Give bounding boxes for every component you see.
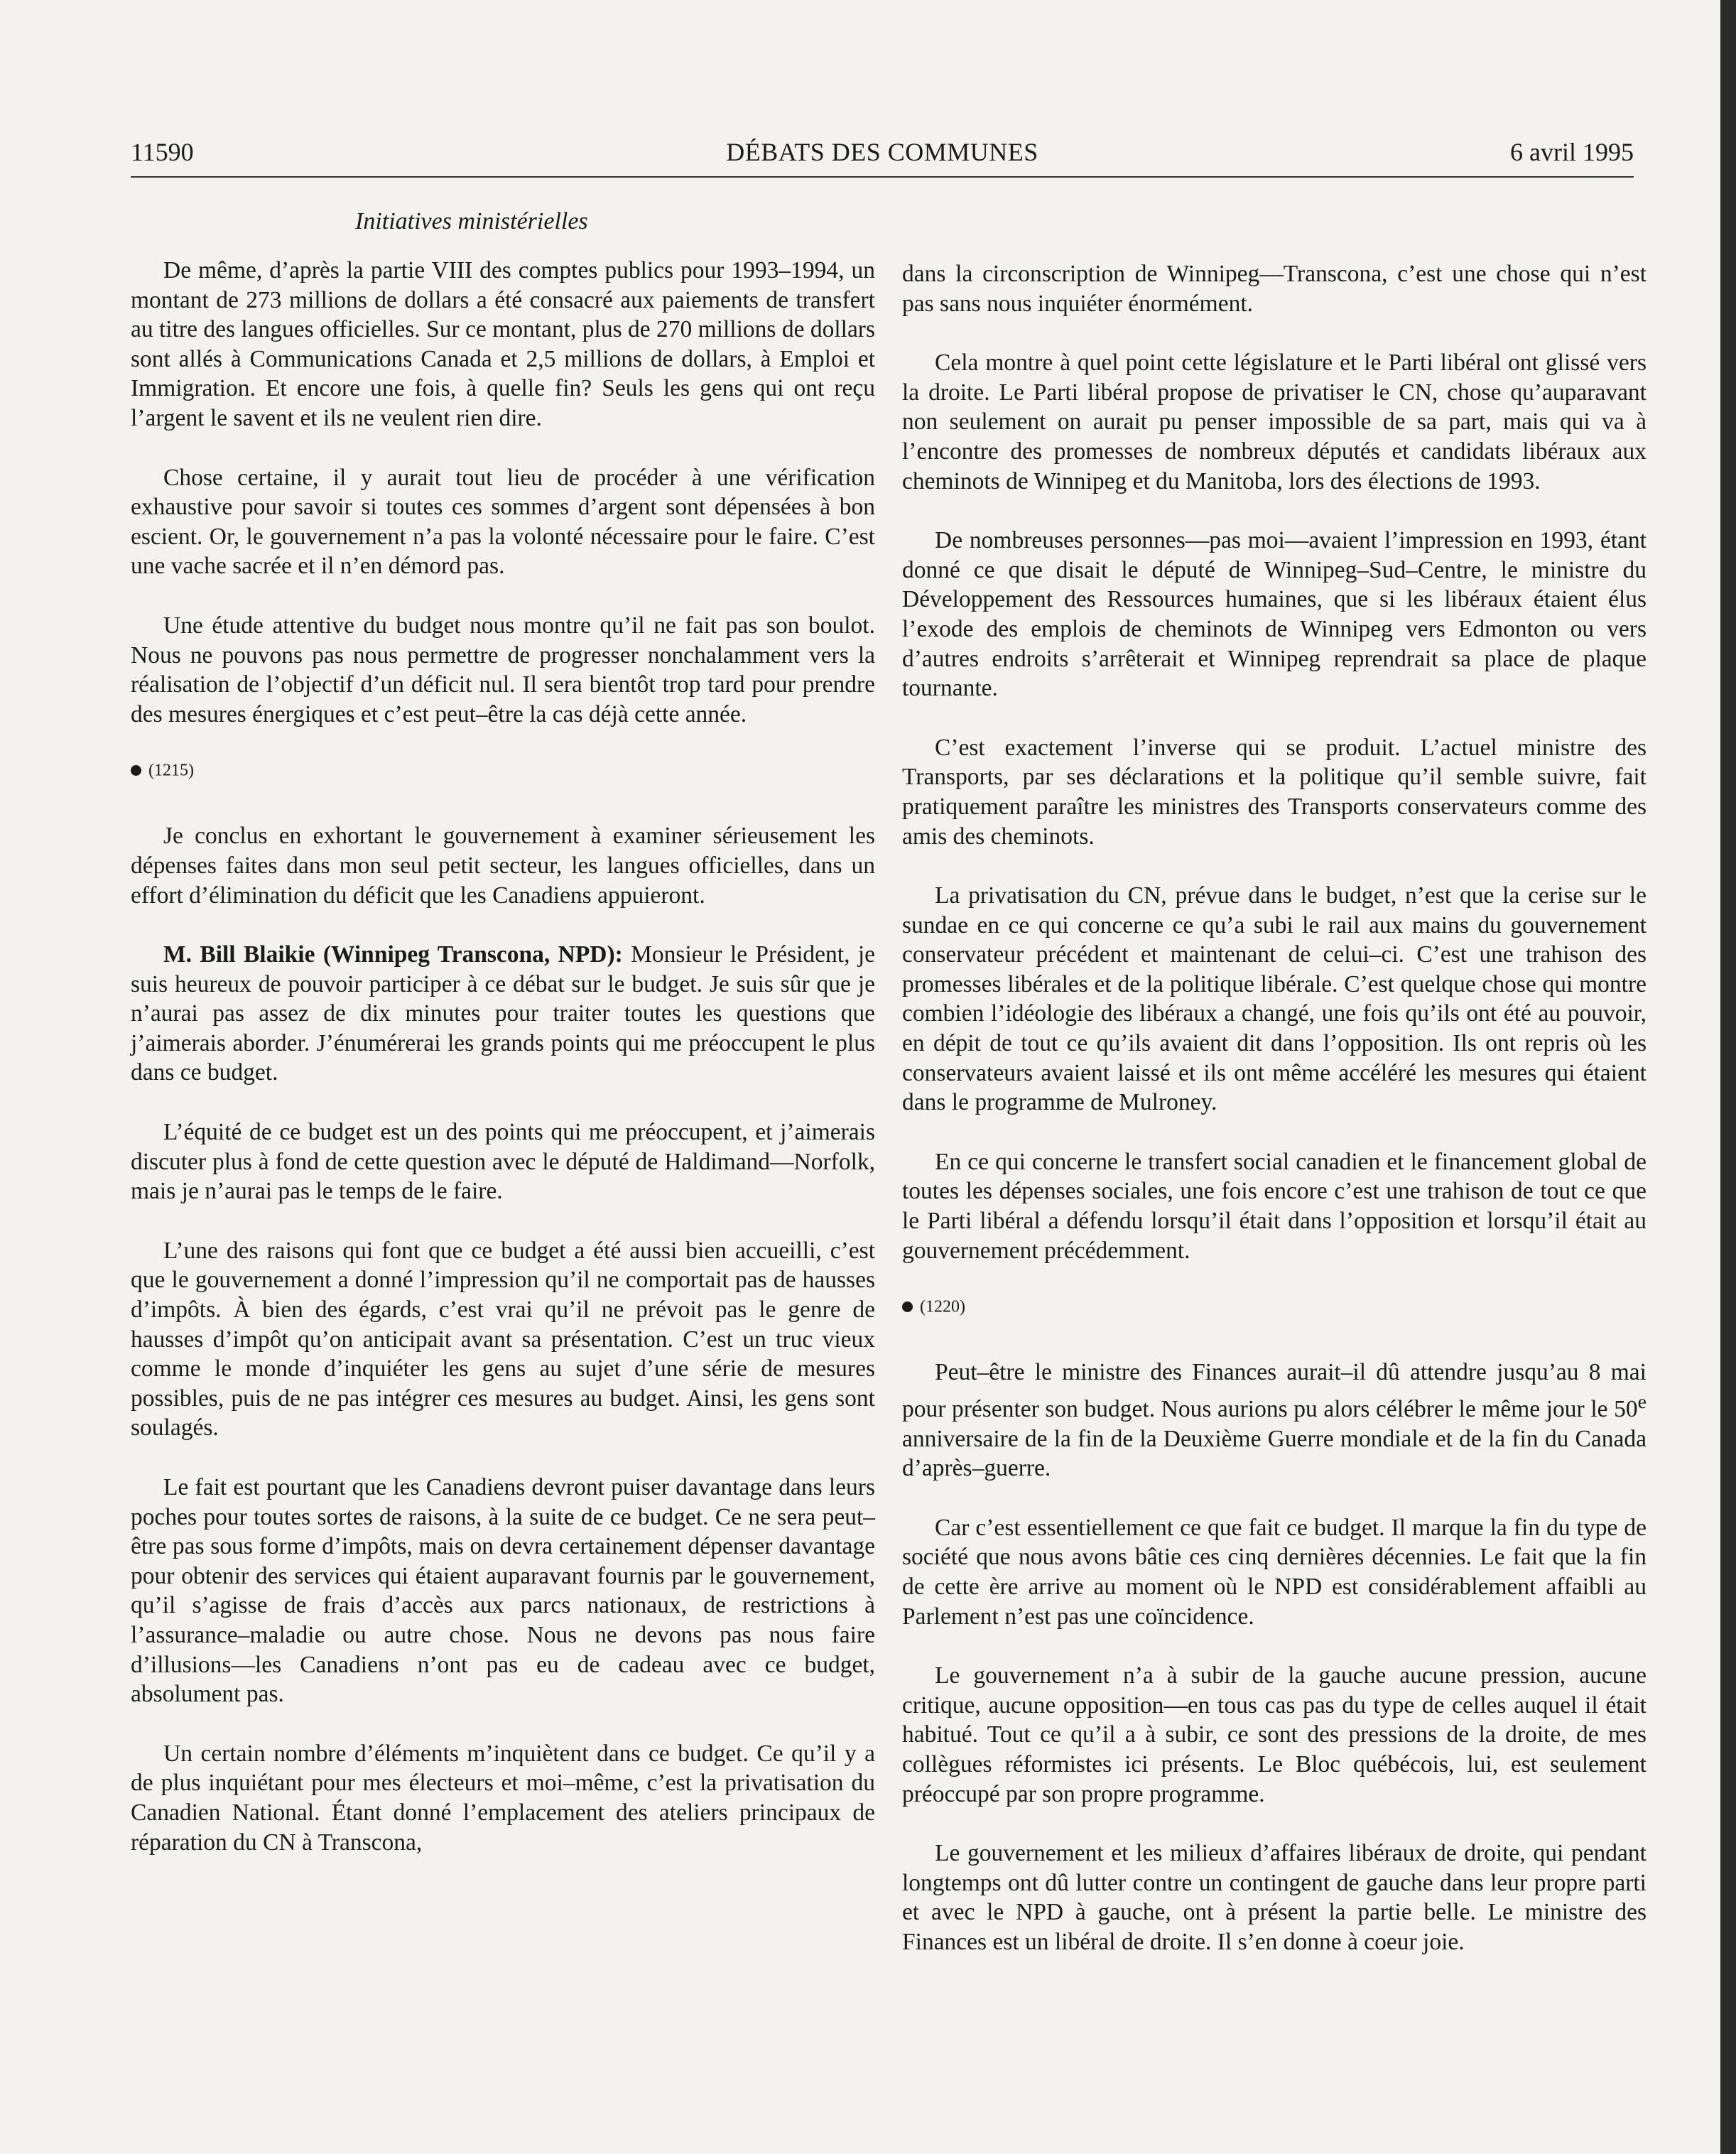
superscript: e [1637, 1390, 1647, 1413]
publication-date: 6 avril 1995 [1510, 138, 1634, 166]
paragraph: Car c’est essentiellement ce que fait ce budget. Il marque la fin du type de société que nous avons bâtie ces cinq dernières décennies. Le fait que la fin de cette ère arrive au moment où le NPD est considérablement affaibli au Parlement n’est pas une coïncidence. [902, 1514, 1647, 1630]
paragraph: Le gouvernement n’a à subir de la gauche aucune pression, aucune critique, aucune opposition—en tous cas pas du type de celles auquel il était habitué. Tout ce qu’il a à subir, ce sont des pressions de la droite, de mes collègues réformistes ici présents. Le Bloc québécois, lui, est seulement préoccupé par son propre programme. [902, 1662, 1647, 1807]
paragraph-text: anniversaire de la fin de la Deuxième Guerre mondiale et de la fin du Canada d’après–guerre. [902, 1425, 1647, 1482]
paragraph: Une étude attentive du budget nous montre qu’il ne fait pas son boulot. Nous ne pouvons pas nous permettre de progresser nonchalamment vers la réalisation de l’objectif d’un déficit nul. Il sera bientôt trop tard pour prendre des mesures énergiques et c’est peut–être la cas déjà cette année. [131, 612, 875, 727]
paragraph: Je conclus en exhortant le gouvernement à examiner sérieusement les dépenses faites dans mon seul petit secteur, les langues officielles, dans un effort d’élimination du déficit que les Canadiens appuieront. [131, 823, 875, 909]
page-header [131, 137, 1634, 173]
page-number: 11590 [131, 138, 194, 166]
journal-title: DÉBATS DES COMMUNES [726, 138, 1038, 166]
paragraph-text: Peut–être le ministre des Finances aurait–il dû attendre jusqu’au 8 mai pour présenter son budget. Nous aurions pu alors célébrer le même jour le 50 [902, 1359, 1647, 1422]
paragraph: En ce qui concerne le transfert social canadien et le financement global de toutes les dépenses sociales, une fois encore c’est une trahison de tout ce que le Parti libéral a défendu lorsqu’il était dans l’opposition et lorsqu’il était au gouvernement précédemment. [902, 1148, 1647, 1264]
speech-text: Monsieur le Président, je suis heureux de pouvoir participer à ce débat sur le budget. Je suis sûr que je n’aurai pas assez de dix minutes pour traiter toutes les questions que j’aimerais aborder. J’énumérerai les grands points qui me préoccupent le plus dans ce budget. [131, 941, 876, 1086]
time-marker-label: (1215) [148, 761, 194, 780]
paragraph: C’est exactement l’inverse qui se produit. L’actuel ministre des Transports, par ses déclarations et la politique qu’il semble suivre, fait pratiquement paraître les ministres des Transports conservateurs comme des amis des cheminots. [902, 734, 1647, 850]
paragraph: Chose certaine, il y aurait tout lieu de procéder à une vérification exhaustive pour savoir si toutes ces sommes d’argent sont dépensées à bon escient. Or, le gouvernement n’a pas la volonté nécessaire pour le faire. C’est une vache sacrée et il n’en démord pas. [131, 464, 875, 580]
paragraph: Un certain nombre d’éléments m’inquiètent dans ce budget. Ce qu’il y a de plus inquiétant pour mes électeurs et moi–même, c’est la privatisation du Canadien National. Étant donné l’emplacement des ateliers principaux de réparation du CN à Transcona, [131, 1740, 875, 1856]
paragraph-continued: dans la circonscription de Winnipeg—Transcona, c’est une chose qui n’est pas sans nous inquiéter énormément. [902, 261, 1647, 317]
header-rule [131, 176, 1634, 178]
paragraph [902, 1358, 1647, 1483]
time-marker [131, 759, 875, 780]
paragraph: Le fait est pourtant que les Canadiens devront puiser davantage dans leurs poches pour toutes sortes de raisons, à la suite de ce budget. Ce ne sera peut–être pas sous forme d’impôts, mais on devra certainement dépenser davantage pour obtenir des services qui étaient auparavant fournis par le gouvernement, qu’il s’agisse de frais d’accès aux parcs nationaux, de restrictions à l’assurance–maladie ou autre chose. Nous ne devons pas nous faire d’illusions—les Canadiens n’ont pas eu de cadeau avec ce budget, absolument pas. [131, 1474, 875, 1708]
right-column [902, 259, 1647, 1986]
left-column [131, 256, 875, 1887]
section-title: Initiatives ministérielles [355, 208, 588, 234]
paragraph: L’équité de ce budget est un des points qui me préoccupent, et j’aimerais discuter plus à fond de cette question avec le député de Haldimand—Norfolk, mais je n’aurai pas le temps de le faire. [131, 1119, 875, 1205]
speech-paragraph [131, 940, 875, 1088]
time-marker [902, 1295, 1647, 1316]
bullet-icon [131, 765, 141, 776]
speaker-name: M. Bill Blaikie (Winnipeg Transcona, NPD): [163, 941, 623, 968]
paragraph: L’une des raisons qui font que ce budget a été aussi bien accueilli, c’est que le gouvernement a donné l’impression qu’il ne comportait pas de hausses d’impôts. À bien des égards, c’est vrai qu’il ne prévoit pas le genre de hausses d’impôt qu’on anticipait avant sa présentation. C’est un truc vieux comme le monde d’inquiéter les gens au sujet d’une série de mesures possibles, puis de ne pas intégrer ces mesures au budget. Ainsi, les gens sont soulagés. [131, 1237, 875, 1441]
paragraph: De même, d’après la partie VIII des comptes publics pour 1993–1994, un montant de 273 millions de dollars a été consacré aux paiements de transfert au titre des langues officielles. Sur ce montant, plus de 270 millions de dollars sont allés à Communications Canada et 2,5 millions de dollars, à Emploi et Immigration. Et encore une fois, à quelle fin? Seuls les gens qui ont reçu l’argent le savent et ils ne veulent rien dire. [131, 257, 875, 431]
time-marker-label: (1220) [920, 1297, 965, 1316]
paragraph: Le gouvernement et les milieux d’affaires libéraux de droite, qui pendant longtemps ont dû lutter contre un contingent de gauche dans leur propre parti et avec le NPD à gauche, ont à présent la partie belle. Le ministre des Finances est un libéral de droite. Il s’en donne à coeur joie. [902, 1840, 1647, 1955]
paragraph: La privatisation du CN, prévue dans le budget, n’est que la cerise sur le sundae en ce qui concerne ce qu’a subi le rail aux mains du gouvernement conservateur précédent et maintenant de celui–ci. C’est une trahison des promesses libérales et de la politique libérale. C’est quelque chose qui montre combien l’idéologie des libéraux a changé, une fois qu’ils ont été au pouvoir, en dépit de tout ce qu’ils avaient dit dans l’opposition. Ils ont repris où les conservateurs avaient laissé et ils ont même accéléré les mesures qui étaient dans le programme de Mulroney. [902, 882, 1647, 1116]
paragraph: De nombreuses personnes—pas moi—avaient l’impression en 1993, étant donné ce que disait le député de Winnipeg–Sud–Centre, le ministre du Développement des Ressources humaines, que si les libéraux étaient élus l’exode des emplois de cheminots de Winnipeg vers Edmonton ou vers d’autres endroits s’arrêterait et Winnipeg reprendrait sa place de plaque tournante. [902, 527, 1647, 702]
bullet-icon [902, 1301, 913, 1312]
paragraph: Cela montre à quel point cette législature et le Parti libéral ont glissé vers la droite. Le Parti libéral propose de privatiser le CN, chose qu’auparavant non seulement on aurait pu penser impossible de sa part, mais qui va à l’encontre des promesses de nombreux députés et candidats libéraux aux cheminots de Winnipeg et du Manitoba, lors des élections de 1993. [902, 350, 1647, 494]
scan-edge [1720, 0, 1736, 2154]
